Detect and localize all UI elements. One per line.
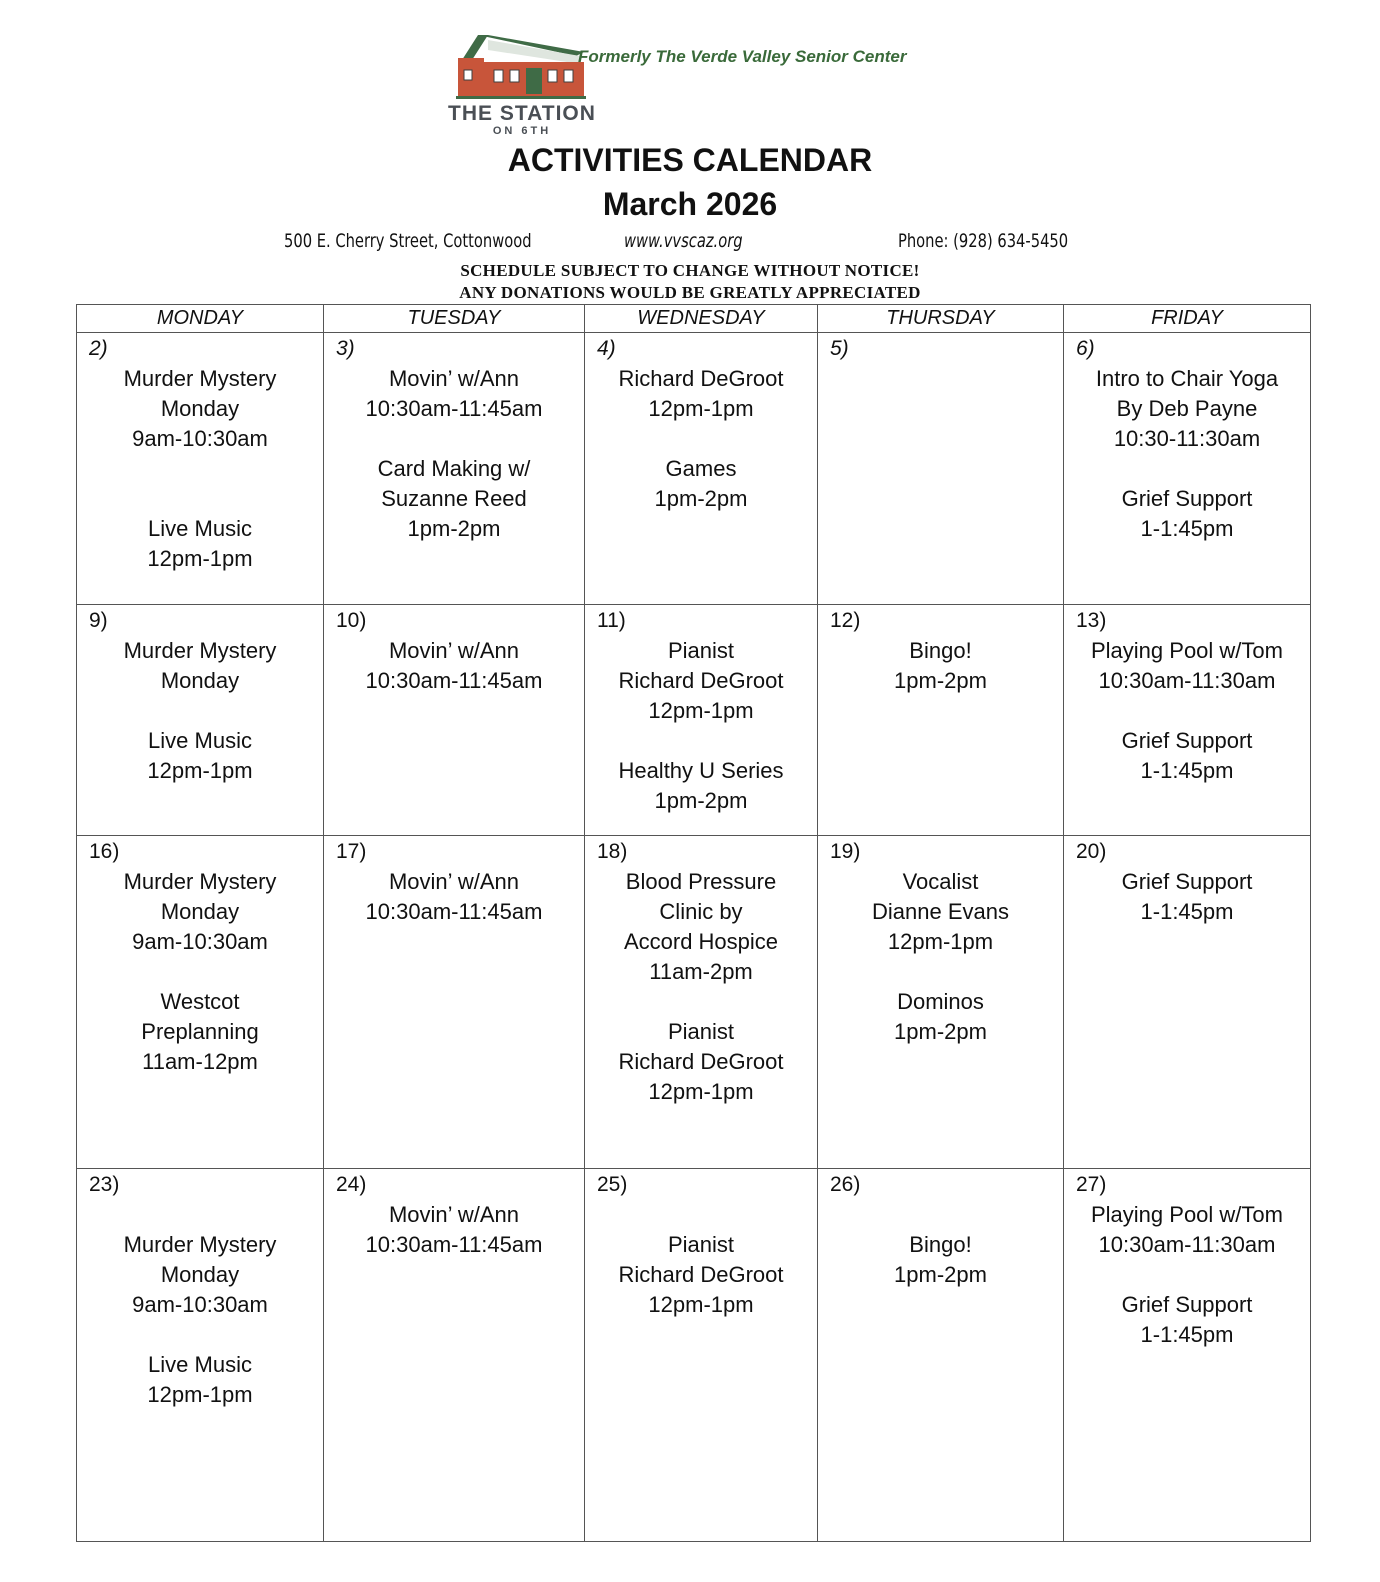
event-line: Westcot (160, 989, 240, 1015)
page-title: ACTIVITIES CALENDAR (507, 142, 873, 178)
event-line: 9am-10:30am (132, 929, 268, 955)
day-cell (1064, 333, 1311, 605)
day-number: 2) (89, 337, 108, 360)
day-number: 5) (830, 337, 849, 360)
day-cell (77, 605, 324, 836)
event-line: Movin’ w/Ann (388, 869, 519, 895)
event-line: Grief Support (1121, 869, 1253, 895)
event-line (585, 726, 817, 756)
event-line: 11am-12pm (142, 1049, 258, 1075)
day-cell (818, 836, 1064, 1168)
event-line: Murder Mystery (123, 1231, 277, 1257)
day-cell (324, 605, 585, 836)
event-line: Live Music (148, 728, 252, 754)
day-number: 9) (89, 609, 108, 633)
event-list (324, 1197, 584, 1260)
event-line: 1pm-2pm (894, 1019, 987, 1045)
event-line (77, 454, 323, 484)
week-row (77, 333, 1311, 605)
event-line: Richard DeGroot (618, 366, 784, 391)
event-line: 9am-10:30am (132, 426, 268, 451)
event-line (1064, 454, 1310, 484)
website-link[interactable]: www.vvscaz.org (624, 230, 743, 252)
event-line: 12pm-1pm (648, 698, 754, 724)
event-line: Games (665, 456, 737, 481)
day-number: 3) (336, 337, 355, 360)
day-number: 13) (1076, 609, 1107, 633)
day-cell (818, 333, 1064, 605)
event-list (77, 864, 323, 1077)
event-line: Intro to Chair Yoga (1095, 366, 1279, 391)
event-line (585, 424, 817, 454)
event-line: Pianist (667, 638, 735, 664)
weekday-header-tuesday: TUESDAY (324, 305, 585, 333)
event-line: 1-1:45pm (1140, 758, 1234, 784)
day-cell (818, 605, 1064, 836)
event-line: Vocalist (902, 869, 979, 895)
event-line: 1pm-2pm (894, 1261, 987, 1287)
event-line: Murder Mystery (123, 869, 277, 895)
event-list (818, 864, 1063, 1047)
event-line: 12pm-1pm (147, 546, 253, 571)
event-line: 1-1:45pm (1140, 1321, 1234, 1347)
event-line (585, 1200, 817, 1230)
event-line: 1-1:45pm (1140, 516, 1234, 541)
event-list (818, 1197, 1063, 1290)
event-line: Live Music (148, 1351, 252, 1377)
event-list (585, 633, 817, 816)
event-line: 10:30am-11:30am (1098, 1231, 1276, 1257)
day-number: 12) (830, 609, 861, 633)
event-line: 1pm-2pm (407, 516, 501, 541)
weekday-header-row (77, 305, 1311, 333)
event-line (324, 424, 584, 454)
event-line: Grief Support (1121, 486, 1253, 511)
event-line: 10:30-11:30am (1113, 426, 1261, 451)
day-cell (585, 333, 818, 605)
event-list (77, 1197, 323, 1410)
day-cell (818, 1168, 1064, 1541)
event-list (77, 361, 323, 574)
event-list (1064, 1197, 1310, 1350)
event-line: 1pm-2pm (654, 486, 748, 511)
event-line: 10:30am-11:45am (365, 1231, 543, 1257)
day-cell (77, 333, 324, 605)
event-line: 12pm-1pm (147, 1381, 253, 1407)
event-line: 1-1:45pm (1140, 899, 1234, 925)
day-number: 23) (89, 1172, 120, 1196)
phone-number: Phone: (928) 634-5450 (898, 230, 1069, 252)
week-row (77, 836, 1311, 1168)
event-line: Healthy U Series (618, 758, 784, 784)
day-number: 25) (597, 1172, 628, 1196)
event-line: Movin’ w/Ann (388, 638, 519, 664)
weekday-header-thursday: THURSDAY (818, 305, 1064, 333)
day-number: 27) (1076, 1172, 1107, 1196)
day-number: 11) (597, 609, 626, 633)
event-list (585, 1197, 817, 1320)
event-line (77, 1200, 323, 1230)
day-number: 26) (830, 1172, 861, 1196)
day-number: 20) (1076, 840, 1107, 864)
day-number: 10) (336, 609, 367, 633)
event-line: Preplanning (141, 1019, 259, 1045)
donation-notice: ANY DONATIONS WOULD BE GREATLY APPRECIATED (459, 283, 921, 302)
event-line: Richard DeGroot (618, 1049, 784, 1075)
day-cell (77, 1168, 324, 1541)
event-line: Pianist (667, 1019, 735, 1045)
day-cell (585, 836, 818, 1168)
weekday-header-monday: MONDAY (77, 305, 324, 333)
event-line: Monday (160, 668, 240, 694)
event-line: Bingo! (909, 638, 972, 664)
event-line: Movin’ w/Ann (388, 366, 519, 391)
day-number: 24) (336, 1172, 367, 1196)
event-line: Clinic by (659, 899, 743, 925)
event-line: Dianne Evans (872, 899, 1009, 925)
day-cell (77, 836, 324, 1168)
event-line: 12pm-1pm (887, 929, 994, 955)
event-line (818, 957, 1063, 987)
logo-subtitle: ON 6TH (492, 125, 552, 137)
event-line (1064, 1260, 1310, 1290)
event-line (77, 957, 323, 987)
event-line: 1pm-2pm (654, 788, 748, 814)
weekday-header-friday: FRIDAY (1064, 305, 1311, 333)
event-line: Grief Support (1121, 728, 1253, 754)
event-line (1064, 696, 1310, 726)
event-list (324, 633, 584, 696)
day-cell (585, 605, 818, 836)
event-list (324, 361, 584, 544)
event-line: Live Music (148, 516, 252, 541)
day-number: 19) (830, 840, 861, 864)
day-cell (324, 1168, 585, 1541)
event-line: 10:30am-11:45am (365, 899, 543, 925)
event-list (1064, 864, 1310, 927)
day-cell (324, 836, 585, 1168)
week-row (77, 605, 1311, 836)
day-number: 6) (1076, 337, 1095, 360)
event-line: Murder Mystery (123, 638, 277, 664)
event-list (818, 361, 1063, 364)
event-line: Bingo! (909, 1231, 972, 1257)
event-line: Accord Hospice (623, 929, 779, 955)
logo-name: THE STATION (448, 102, 596, 125)
event-line: Monday (160, 899, 240, 925)
formerly-tagline: Formerly The Verde Valley Senior Center (578, 47, 907, 66)
event-line: 11am-2pm (649, 959, 753, 985)
event-line: Grief Support (1121, 1291, 1253, 1317)
event-list (818, 633, 1063, 696)
day-number: 17) (336, 840, 367, 864)
event-list (585, 864, 817, 1107)
event-line (77, 484, 323, 514)
event-line: Murder Mystery (123, 366, 277, 391)
event-list (1064, 361, 1310, 544)
day-cell (1064, 836, 1311, 1168)
event-line: Playing Pool w/Tom (1091, 638, 1283, 664)
barn-icon (448, 30, 588, 102)
station-logo (448, 30, 918, 142)
day-number: 16) (89, 840, 120, 864)
day-number: 18) (597, 840, 628, 864)
address: 500 E. Cherry Street, Cottonwood (284, 230, 532, 252)
month-title: March 2026 (602, 186, 778, 222)
event-line: 10:30am-11:45am (365, 396, 543, 421)
event-line (818, 1200, 1063, 1230)
day-cell (324, 333, 585, 605)
week-row (77, 1168, 1311, 1541)
event-line: 10:30am-11:45am (365, 668, 543, 694)
event-list (585, 361, 817, 514)
event-line: Card Making w/ (377, 456, 531, 481)
event-line: Blood Pressure (625, 869, 777, 895)
event-line: 12pm-1pm (147, 758, 253, 784)
event-line (585, 987, 817, 1017)
event-line: 9am-10:30am (132, 1291, 268, 1317)
weekday-header-wednesday: WEDNESDAY (585, 305, 818, 333)
event-line: Monday (160, 1261, 240, 1287)
event-line: 12pm-1pm (648, 1079, 754, 1105)
event-line: Richard DeGroot (618, 1261, 784, 1287)
event-line (77, 696, 323, 726)
day-cell (1064, 1168, 1311, 1541)
event-list (324, 864, 584, 927)
event-list (1064, 633, 1310, 786)
day-cell (1064, 605, 1311, 836)
schedule-notice: SCHEDULE SUBJECT TO CHANGE WITHOUT NOTICE! (460, 261, 920, 280)
event-line (77, 1320, 323, 1350)
event-line: 12pm-1pm (648, 396, 754, 421)
day-number: 4) (597, 337, 616, 360)
event-line: Dominos (897, 989, 984, 1015)
event-line: 1pm-2pm (894, 668, 987, 694)
calendar-table (76, 304, 1311, 1542)
event-line: By Deb Payne (1116, 396, 1258, 421)
event-line: 10:30am-11:30am (1098, 668, 1276, 694)
day-cell (585, 1168, 818, 1541)
event-line: 12pm-1pm (648, 1291, 754, 1317)
event-line: Richard DeGroot (618, 668, 784, 694)
event-line: Movin’ w/Ann (388, 1201, 519, 1227)
event-list (77, 633, 323, 786)
event-line: Suzanne Reed (381, 486, 527, 511)
event-line: Pianist (667, 1231, 735, 1257)
event-line: Monday (160, 396, 240, 421)
event-line: Playing Pool w/Tom (1091, 1201, 1283, 1227)
